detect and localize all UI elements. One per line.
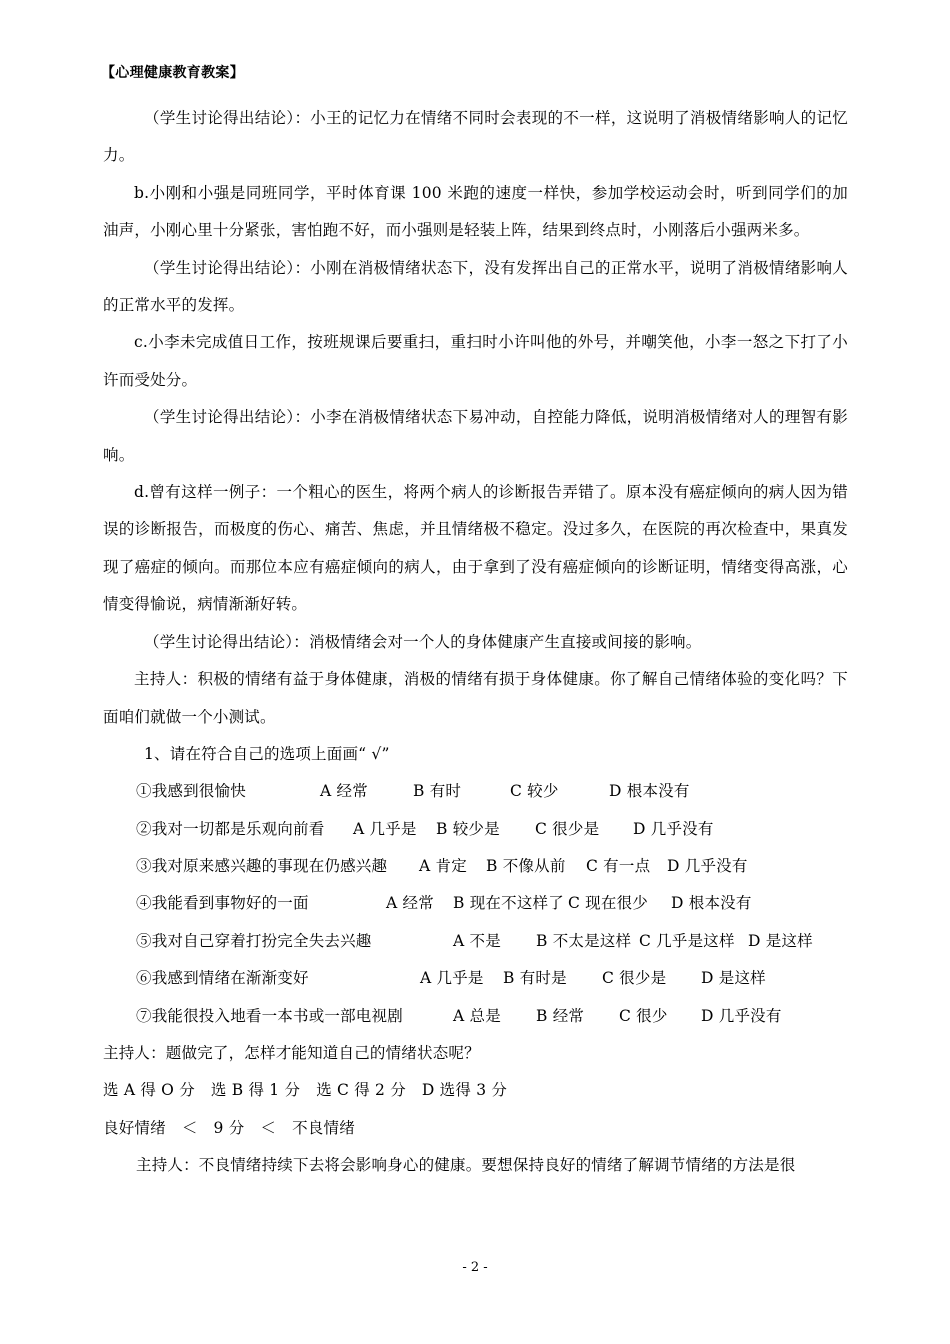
option-d: D 是这样: [701, 969, 766, 988]
option-b: B 有时: [413, 782, 462, 801]
example-paragraph: c.小李未完成值日工作，按班规课后要重扫，重扫时小许叫他的外号，并嘲笑他，小李一怒之下打了小许而受处分。: [103, 333, 848, 389]
option-d: D 几乎没有: [701, 1006, 782, 1025]
option-a: A 不是: [453, 931, 501, 950]
option-a: A 肯定: [419, 857, 467, 876]
score-a: 选 A 得 O 分: [103, 1081, 195, 1100]
score-d: D 选得 3 分: [421, 1081, 508, 1100]
less-than-symbol: ＜: [181, 1118, 198, 1137]
option-c: C 很少是: [602, 969, 667, 988]
quiz-question-row: [136, 960, 848, 997]
option-b: B 经常: [536, 1006, 585, 1025]
option-c: C 几乎是这样: [639, 931, 735, 950]
option-c: C 很少: [619, 1006, 668, 1025]
quiz-question-row: [136, 811, 848, 848]
option-d: D 根本没有: [671, 894, 752, 913]
option-b: B 有时是: [503, 969, 567, 988]
quiz-question-row: [136, 885, 848, 922]
option-a: A 经常: [386, 894, 434, 913]
option-b: B 不像从前: [486, 857, 566, 876]
option-a: A 几乎是: [420, 969, 484, 988]
option-d: D 几乎没有: [667, 857, 748, 876]
host-paragraph: 主持人：不良情绪持续下去将会影响身心的健康。要想保持良好的情绪了解调节情绪的方法是很: [136, 1156, 796, 1175]
quiz-instruction: 1、请在符合自己的选项上面画“ √”: [144, 744, 390, 763]
score-b: 选 B 得 1 分: [210, 1081, 301, 1100]
question-text: ⑦我能很投入地看一本书或一部电视剧: [136, 1006, 403, 1025]
option-a: A 经常: [320, 782, 368, 801]
scoring-rule: [103, 1072, 848, 1109]
option-b: B 较少是: [436, 819, 500, 838]
document-body: [103, 100, 848, 1185]
score-c: 选 C 得 2 分: [316, 1081, 406, 1100]
option-d: D 是这样: [748, 931, 813, 950]
question-text: ⑤我对自己穿着打扮完全失去兴趣: [136, 931, 372, 950]
quiz-question-row: [136, 923, 848, 960]
document-header: 【心理健康教育教案】: [101, 65, 244, 81]
option-a: A 几乎是: [353, 819, 417, 838]
option-c: C 现在很少: [568, 894, 648, 913]
option-c: C 很少是: [535, 819, 600, 838]
option-b: B 现在不这样了: [453, 894, 564, 913]
option-c: C 较少: [510, 782, 559, 801]
example-paragraph: d.曾有这样一例子：一个粗心的医生，将两个病人的诊断报告弄错了。原本没有癌症倾向的病人因为错误的诊断报告，而极度的伤心、痛苦、焦虑，并且情绪极不稳定。没过多久，在医院的再次检查中，果真发现了癌症的倾向。而那位本应有癌症倾向的病人，由于拿到了没有癌症倾向的诊断证明，情绪变得高涨，心情变得愉说，病情渐渐好转。: [103, 483, 848, 614]
host-paragraph: 主持人：积极的情绪有益于身体健康，消极的情绪有损于身体健康。你了解自己情绪体验的变化吗？下面咱们就做一个小测试。: [103, 670, 848, 726]
conclusion-paragraph: （学生讨论得出结论）：消极情绪会对一个人的身体健康产生直接或间接的影响。: [144, 632, 702, 651]
question-text: ⑥我感到情绪在渐渐变好: [136, 969, 309, 988]
question-text: ②我对一切都是乐观向前看: [136, 819, 325, 838]
option-d: D 根本没有: [609, 782, 690, 801]
page-number: - 2 -: [462, 1260, 488, 1275]
host-question: 主持人：题做完了，怎样才能知道自己的情绪状态呢？: [103, 1044, 480, 1063]
score-threshold: 9 分: [213, 1118, 245, 1137]
less-than-symbol: ＜: [260, 1118, 277, 1137]
option-b: B 不太是这样: [536, 931, 632, 950]
quiz-question-row: [136, 848, 848, 885]
question-text: ④我能看到事物好的一面: [136, 894, 309, 913]
bad-mood-label: 不良情绪: [292, 1118, 355, 1137]
score-range: [103, 1110, 848, 1147]
example-paragraph: b.小刚和小强是同班同学，平时体育课 100 米跑的速度一样快，参加学校运动会时，听到同学们的加油声，小刚心里十分紧张，害怕跑不好，而小强则是轻装上阵，结果到终点时，小刚落后小强两米多。: [103, 183, 848, 240]
conclusion-paragraph: （学生讨论得出结论）：小刚在消极情绪状态下，没有发挥出自己的正常水平，说明了消极情绪影响人的正常水平的发挥。: [103, 258, 848, 315]
question-text: ③我对原来感兴趣的事现在仍感兴趣: [136, 857, 388, 876]
option-d: D 几乎没有: [633, 819, 714, 838]
question-text: ①我感到很愉快: [136, 782, 246, 801]
conclusion-paragraph: （学生讨论得出结论）：小李在消极情绪状态下易冲动，自控能力降低，说明消极情绪对人的理智有影响。: [103, 408, 848, 464]
quiz-question-row: [136, 773, 848, 810]
good-mood-label: 良好情绪: [103, 1118, 166, 1137]
quiz-question-row: [136, 998, 848, 1035]
option-c: C 有一点: [586, 857, 651, 876]
option-a: A 总是: [453, 1006, 501, 1025]
conclusion-paragraph: （学生讨论得出结论）：小王的记忆力在情绪不同时会表现的不一样，这说明了消极情绪影响人的记忆力。: [103, 109, 848, 165]
